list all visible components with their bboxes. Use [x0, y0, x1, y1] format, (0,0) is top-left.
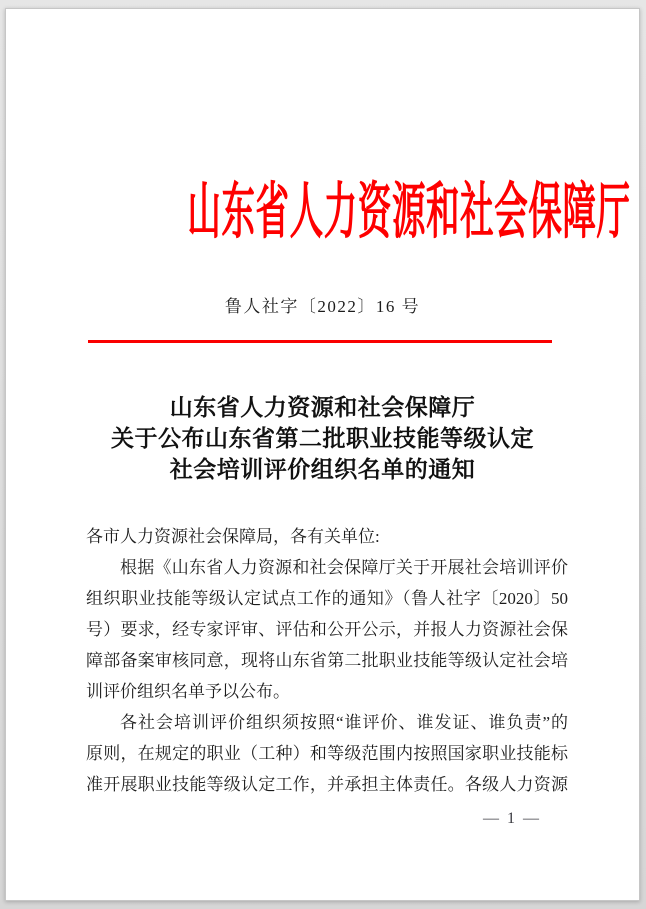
body-line-salutation: 各市人力资源社会保障局，各有关单位:: [86, 527, 380, 546]
red-separator-line: [88, 340, 552, 343]
notice-title-line-2: 关于公布山东省第二批职业技能等级认定: [111, 426, 534, 451]
body-line: 各社会培训评价组织须按照“谁评价、谁发证、谁负责”的: [120, 713, 568, 732]
body-line: 障部备案审核同意，现将山东省第二批职业技能等级认定社会培: [86, 651, 568, 670]
letterhead-title: [6, 177, 639, 249]
body-line: 根据《山东省人力资源和社会保障厅关于开展社会培训评价: [120, 558, 568, 577]
notice-body: [86, 521, 568, 800]
body-line: 组织职业技能等级认定试点工作的通知》（鲁人社字〔2020〕50: [86, 589, 568, 608]
body-line: 原则，在规定的职业（工种）和等级范围内按照国家职业技能标: [86, 744, 568, 763]
notice-title-line-3: 社会培训评价组织名单的通知: [169, 457, 476, 482]
letterhead-title-text: 山东省人力资源和社会保障厅: [187, 179, 631, 246]
notice-title-line-1: 山东省人力资源和社会保障厅: [169, 395, 476, 420]
document-number: 鲁人社字〔2022〕16 号: [224, 297, 421, 316]
notice-title: [6, 392, 639, 485]
document-page: [5, 8, 640, 901]
body-line: 准开展职业技能等级认定工作，并承担主体责任。各级人力资源: [86, 775, 568, 794]
body-line: 训评价组织名单予以公布。: [86, 682, 290, 701]
body-line: 号）要求，经专家评审、评估和公开公示，并报人力资源社会保: [86, 620, 568, 639]
page-number: — 1 —: [483, 810, 541, 827]
